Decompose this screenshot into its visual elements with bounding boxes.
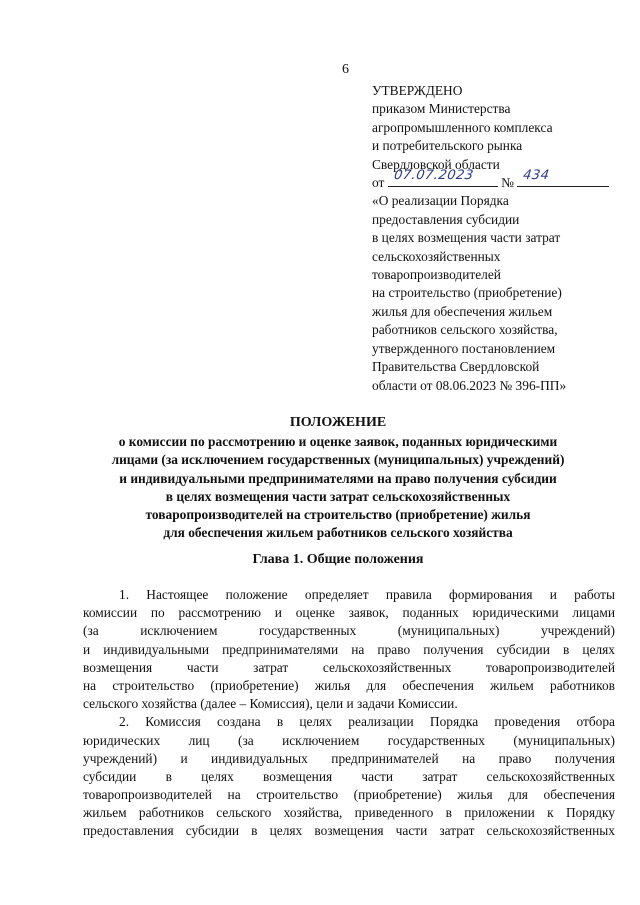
- reference-line: «О реализации Порядка: [372, 193, 509, 209]
- body-text: [83, 586, 615, 841]
- reference-line: сельскохозяйственных: [372, 248, 501, 264]
- reference-line: товаропроизводителей: [372, 267, 501, 283]
- approval-line: Свердловской области: [372, 156, 500, 172]
- paragraph-1-line: сельского хозяйства (далее – Комиссия), цели и задачи Комиссии.: [83, 696, 458, 712]
- paragraph-1-line: на строительство (приобретение) жилья для обеспечения жильем работников: [83, 677, 615, 693]
- paragraph-1-line: комиссии по рассмотрению и оценке заявок, поданных юридическими лицами: [83, 605, 615, 621]
- title-line: для обеспечения жильем работников сельского хозяйства: [163, 525, 513, 541]
- paragraph-2-line: предоставления субсидии в целях возмещения части затрат сельскохозяйственных: [83, 823, 615, 839]
- approval-block: [372, 82, 622, 395]
- paragraph-2-line: учреждений) и индивидуальных предпринимателей на право получения: [83, 750, 615, 766]
- reference-line: на строительство (приобретение): [372, 285, 562, 301]
- chapter-heading: Глава 1. Общие положения: [252, 552, 424, 567]
- paragraph-1-line: возмещения части затрат сельскохозяйственных товаропроизводителей: [83, 659, 615, 675]
- document-title: [60, 414, 616, 542]
- number-blank: [517, 167, 609, 187]
- paragraph-1-line: (за исключением государственных (муниципальных) учреждений): [83, 623, 615, 639]
- paragraph-1-line: 1. Настоящее положение определяет правила формирования и работы: [119, 587, 615, 602]
- reference-line: в целях возмещения части затрат: [372, 230, 561, 246]
- reference-line: области от 08.06.2023 № 396-ПП»: [372, 377, 567, 393]
- number-prefix: №: [501, 175, 514, 191]
- handwritten-date: 07.07.2023: [392, 167, 475, 183]
- title-line: о комиссии по рассмотрению и оценке заявок, поданных юридическими: [118, 434, 558, 450]
- title-line: лицами (за исключением государственных (муниципальных) учреждений): [111, 452, 565, 468]
- paragraph-2-line: субсидии в целях возмещения части затрат сельскохозяйственных: [83, 768, 615, 784]
- approval-line: приказом Министерства: [372, 101, 511, 117]
- date-prefix: от: [372, 175, 385, 191]
- reference-line: работников сельского хозяйства,: [372, 322, 558, 338]
- title-line: товаропроизводителей на строительство (приобретение) жилья: [145, 507, 531, 523]
- approval-line: агропромышленного комплекса: [372, 119, 553, 135]
- date-blank: [388, 167, 498, 187]
- page-number: 6: [342, 62, 349, 77]
- approval-heading: УТВЕРЖДЕНО: [372, 83, 463, 98]
- order-date-number-line: [372, 167, 622, 192]
- reference-line: утвержденного постановлением: [372, 340, 556, 356]
- approval-line: и потребительского рынка: [372, 138, 523, 154]
- paragraph-2-line: 2. Комиссия создана в целях реализации Порядка проведения отбора: [119, 714, 615, 730]
- title-line: в целях возмещения части затрат сельскохозяйственных: [165, 488, 511, 504]
- handwritten-number: 434: [522, 167, 551, 183]
- reference-line: предоставления субсидии: [372, 211, 520, 227]
- paragraph-1-line: и индивидуальными предпринимателями на право получения субсидии в целях: [83, 641, 615, 657]
- reference-line: Правительства Свердловской: [372, 359, 540, 375]
- paragraph-2-line: товаропроизводителей на строительство (приобретение) жилья для обеспечения: [83, 787, 615, 803]
- paragraph-2-line: юридических лиц (за исключением государственных (муниципальных): [83, 732, 615, 748]
- title-main: ПОЛОЖЕНИЕ: [289, 415, 387, 430]
- reference-line: жилья для обеспечения жильем: [372, 303, 553, 319]
- paragraph-2-line: жильем работников сельского хозяйства, приведенного в приложении к Порядку: [83, 805, 615, 821]
- title-line: и индивидуальными предпринимателями на право получения субсидии: [119, 470, 557, 486]
